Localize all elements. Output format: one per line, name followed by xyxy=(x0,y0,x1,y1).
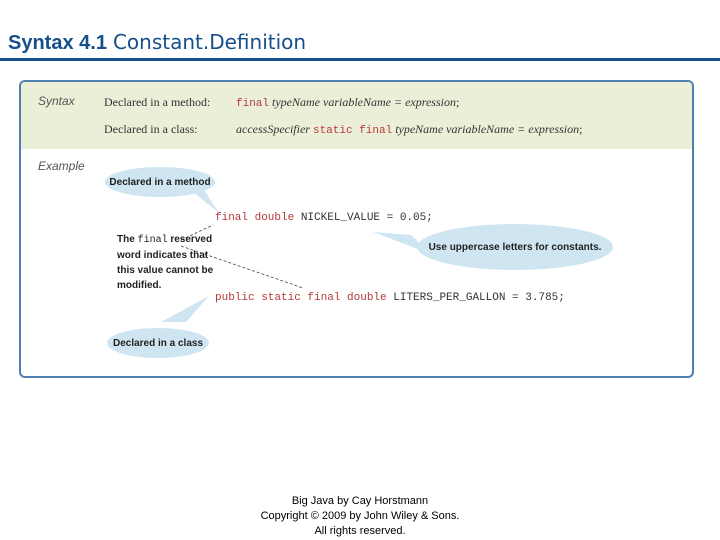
row-method-end: ; xyxy=(455,95,460,109)
code-class-kw: public static final double xyxy=(215,292,387,304)
code-method xyxy=(215,212,433,224)
final-note xyxy=(117,232,217,293)
bubble-class: Declared in a class xyxy=(107,328,209,358)
note-before: The xyxy=(117,234,138,245)
code-class xyxy=(215,292,565,304)
row-method-expr: typeName variableName = expression xyxy=(269,95,456,109)
copyright-footer xyxy=(0,494,720,539)
row-class-label: Declared in a class: xyxy=(104,122,198,136)
footer-line-1: Big Java by Cay Horstmann xyxy=(291,495,429,507)
syntax-box xyxy=(19,80,694,378)
bubble-method: Declared in a method xyxy=(105,167,215,197)
footer-line-2: Copyright © 2009 by John Wiley & Sons. xyxy=(260,510,460,522)
title-prefix: Syntax 4.1 xyxy=(8,32,107,54)
example-label: Example xyxy=(38,159,85,173)
slide-title xyxy=(8,30,306,55)
row-method-label: Declared in a method: xyxy=(104,95,211,109)
code-method-rest: NICKEL_VALUE = 0.05; xyxy=(294,212,433,224)
row-class-end: ; xyxy=(579,122,583,136)
row-class-access: accessSpecifier xyxy=(236,122,313,136)
row-class-expr: typeName variableName = expression xyxy=(392,122,580,136)
bubble-constants: Use uppercase letters for constants. xyxy=(417,224,613,270)
title-main: Constant.Definition xyxy=(112,30,307,54)
title-rule xyxy=(0,58,720,61)
syntax-label: Syntax xyxy=(38,94,75,108)
row-method-kw: final xyxy=(236,98,270,110)
note-kw: final xyxy=(137,235,168,246)
code-method-kw: final double xyxy=(215,212,295,224)
bubble-class-pointer xyxy=(161,296,209,322)
row-class-kw: static final xyxy=(312,125,393,137)
footer-line-3: All rights reserved. xyxy=(314,525,406,537)
note-after: reserved word indicates that this value cannot be modified. xyxy=(117,234,214,291)
code-class-rest: LITERS_PER_GALLON = 3.785; xyxy=(386,292,565,304)
